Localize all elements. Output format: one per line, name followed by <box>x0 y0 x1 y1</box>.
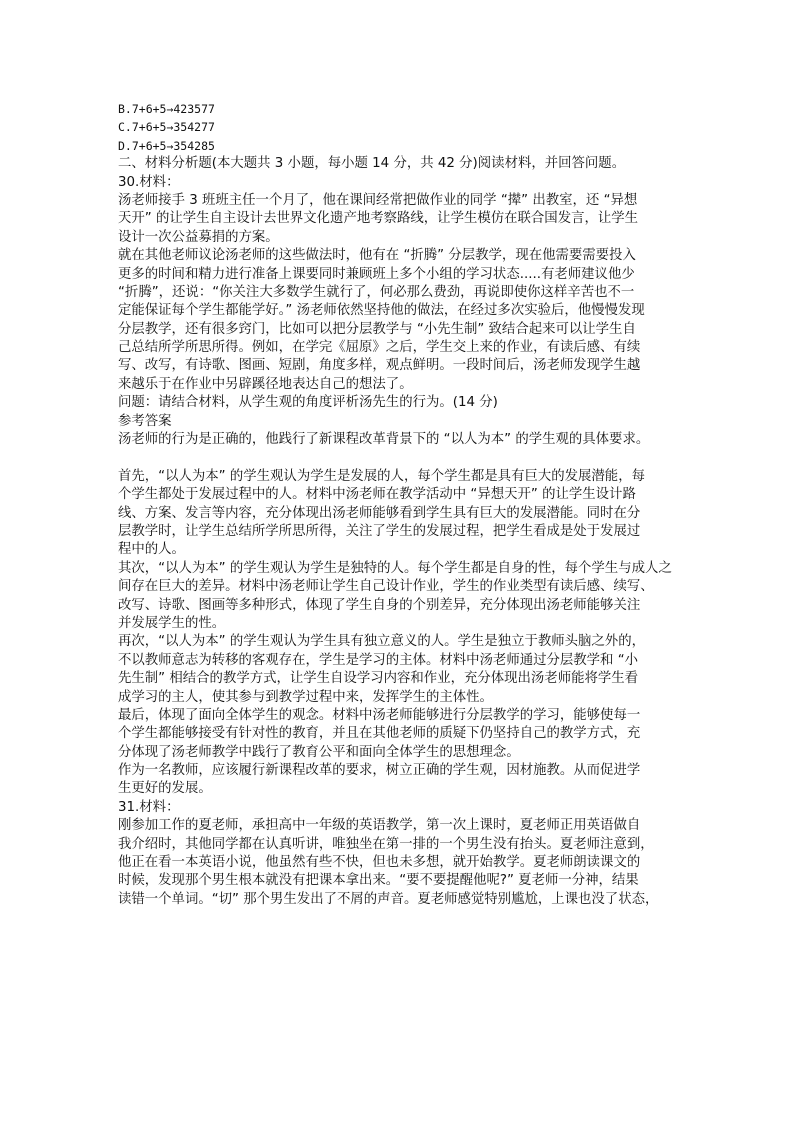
paragraph-line: 其次，“以人为本” 的学生观认为学生是独特的人。每个学生都是自身的性，每个学生与成人之 <box>118 560 672 576</box>
paragraph-line: 就在其他老师议论汤老师的这些做法时，他有在 “折腾” 分层教学，现在他需要需要投入 <box>118 248 636 264</box>
paragraph-line: 汤老师接手 3 班班主任一个月了，他在课间经常把做作业的同学 “撵” 出教室，还 “异想 <box>118 192 638 208</box>
q31-material <box>118 817 680 909</box>
paragraph-line: 更多的时间和精力进行准备上课要同时兼顾班上多个小组的学习状态.....有老师建议他少 <box>118 266 635 282</box>
document-content <box>118 100 680 909</box>
paragraph-line: 再次，“以人为本” 的学生观认为学生具有独立意义的人。学生是独立于教师头脑之外的， <box>118 634 645 650</box>
paragraph-line: 最后，体现了面向全体学生的观念。材料中汤老师能够进行分层教学的学习，能够使每一 <box>118 707 641 723</box>
paragraph-line: 先生制” 相结合的教学方式，让学生自设学习内容和作业，充分体现出汤老师能将学生看 <box>118 671 639 687</box>
paragraph-line: 己总结所学所思所得。例如，在学完《屈原》之后，学生交上来的作业，有读后感、有续 <box>118 340 641 356</box>
paragraph-line: 分层教学，还有很多窍门，比如可以把分层教学与 “小先生制” 致结合起来可以让学生自 <box>118 321 636 337</box>
paragraph-line: 天开” 的让学生自主设计去世界文化遗产地考察路线，让学生模仿在联合国发言，让学生 <box>118 211 639 227</box>
section-heading: 二、材料分析题(本大题共 3 小题，每小题 14 分，共 42 分)阅读材料，并回答问题。 <box>118 156 626 172</box>
paragraph-line: 并发展学生的性。 <box>118 615 226 631</box>
paragraph-line: 刚参加工作的夏老师，承担高中一年级的英语教学，第一次上课时，夏老师正用英语做自 <box>118 818 641 834</box>
blank-line <box>118 449 680 467</box>
paragraph-line: 不以教师意志为转移的客观存在，学生是学习的主体。材料中汤老师通过分层教学和 “小 <box>118 652 639 668</box>
paragraph-line: 我介绍时，其他同学都在认真听讲，唯独坐在第一排的一个男生没有抬头。夏老师注意到， <box>118 836 654 852</box>
q30-label: 30.材料： <box>118 174 180 190</box>
q30-answer-body <box>118 468 680 799</box>
q30-question: 问题：请结合材料，从学生观的角度评析汤先生的行为。(14 分) <box>118 395 498 411</box>
paragraph-line: 写、改写，有诗歌、图画、短剧，角度多样，观点鲜明。一段时间后，汤老师发现学生越 <box>118 358 641 374</box>
answer-label: 参考答案 <box>118 413 172 429</box>
paragraph-line: 个学生都能够接受有针对性的教育，并且在其他老师的质疑下仍坚持自己的教学方式，充 <box>118 726 641 742</box>
option-c: C.7+6+5→354277 <box>118 120 215 135</box>
q30-material <box>118 192 680 394</box>
answer-intro: 汤老师的行为是正确的，他践行了新课程改革背景下的 “以人为本” 的学生观的具体要求。 <box>118 432 650 448</box>
paragraph-line: 线、方案、发言等内容，充分体现出汤老师能够看到学生具有巨大的发展潜能。同时在分 <box>118 505 641 521</box>
paragraph-line: 设计一次公益募捐的方案。 <box>118 229 279 245</box>
paragraph-line: 间存在巨大的差异。材料中汤老师让学生自己设计作业，学生的作业类型有读后感、续写、 <box>118 579 654 595</box>
paragraph-line: 定能保证每个学生都能学好。” 汤老师依然坚持他的做法，在经过多次实验后，他慢慢发现 <box>118 303 645 319</box>
paragraph-line: 改写、诗歌、图画等多种形式，体现了学生自身的个别差异，充分体现出汤老师能够关注 <box>118 597 641 613</box>
paragraph-line: 作为一名教师，应该履行新课程改革的要求，树立正确的学生观，因材施教。从而促进学 <box>118 763 641 779</box>
paragraph-line: 来越乐于在作业中另辟蹊径地表达自己的想法了。 <box>118 376 413 392</box>
option-b: B.7+6+5→423577 <box>118 102 215 116</box>
paragraph-line: 个学生都处于发展过程中的人。材料中汤老师在教学活动中 “异想天开” 的让学生设计路 <box>118 487 636 503</box>
paragraph-line: 读错一个单词。“切” 那个男生发出了不屑的声音。夏老师感觉特别尴尬，上课也没了状态， <box>118 891 659 907</box>
paragraph-line: 他正在看一本英语小说，他虽然有些不快，但也未多想，就开始教学。夏老师朗读课文的 <box>118 855 641 871</box>
paragraph-line: 分体现了汤老师教学中践行了教育公平和面向全体学生的思想理念。 <box>118 744 520 760</box>
paragraph-line: 生更好的发展。 <box>118 781 212 797</box>
paragraph-line: 程中的人。 <box>118 542 185 558</box>
option-d: D.7+6+5→354285 <box>118 138 215 153</box>
paragraph-line: 首先，“以人为本” 的学生观认为学生是发展的人，每个学生都是具有巨大的发展潜能，每 <box>118 468 645 484</box>
paragraph-line: 层教学时，让学生总结所学所思所得，关注了学生的发展过程，把学生看成是处于发展过 <box>118 523 641 539</box>
paragraph-line: “折腾”，还说：“你关注大多数学生就行了，何必那么费劲，再说即使你这样辛苦也不一 <box>118 284 635 300</box>
paragraph-line: 时候，发现那个男生根本就没有把课本拿出来。“要不要提醒他呢?” 夏老师一分神，结果 <box>118 873 639 889</box>
paragraph-line: 成学习的主人，使其参与到教学过程中来，发挥学生的主体性。 <box>118 689 493 705</box>
q31-label: 31.材料： <box>118 799 180 815</box>
